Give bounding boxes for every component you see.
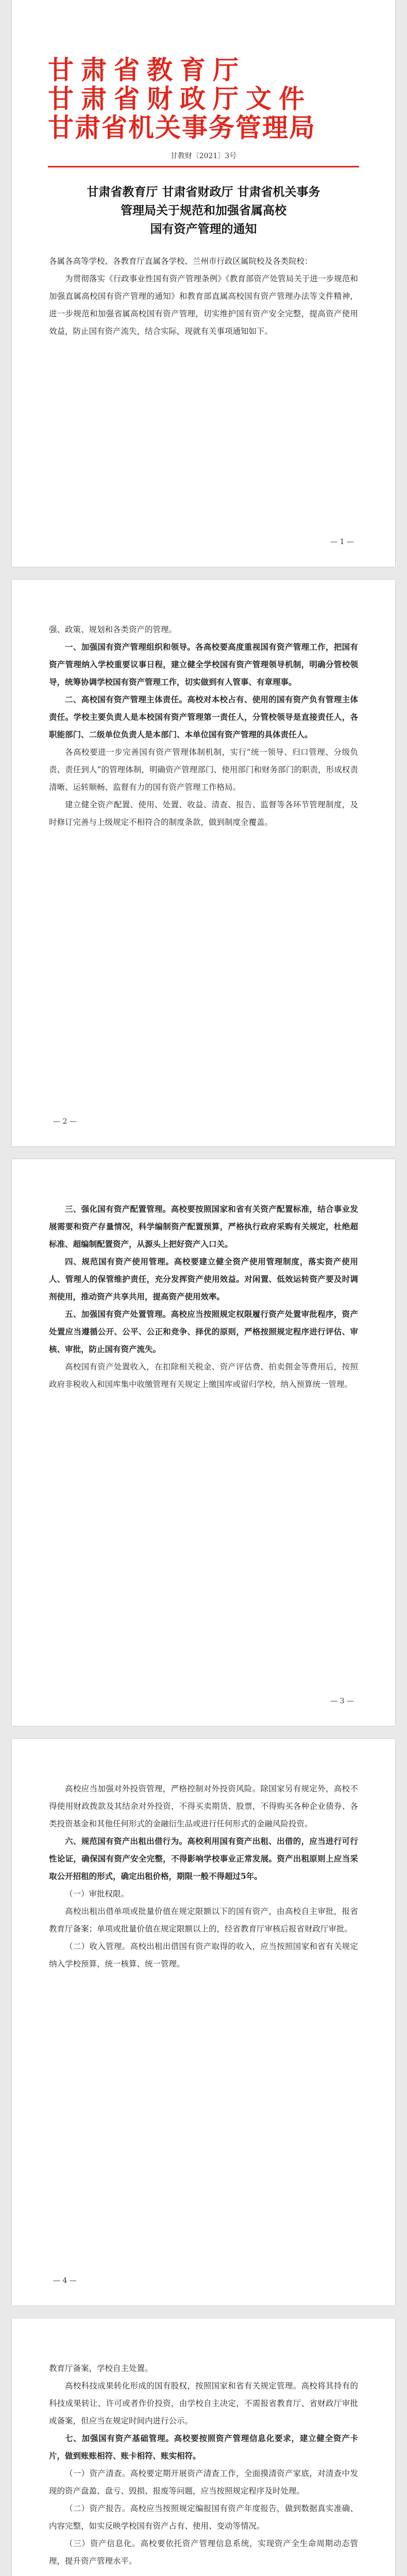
document-title bbox=[58, 183, 349, 239]
body-paragraph: （三）资产信息化。高校要依托资产管理信息系统，实现资产全生命周期动态管理，提升资产管理水平。 bbox=[49, 2539, 358, 2566]
body-paragraph: 建立健全资产配置、使用、处置、收益、清查、报告、监督等各环节管理制度，及时修订完善与上级规定不相符合的制度条款，做到制度全覆盖。 bbox=[49, 800, 358, 827]
document-page-4 bbox=[12, 1739, 395, 2306]
page-body bbox=[49, 621, 358, 831]
document-page-5 bbox=[12, 2318, 395, 2576]
red-divider bbox=[48, 166, 359, 167]
title-line-2: 管理局关于规范和加强省属高校 bbox=[121, 204, 286, 217]
document-number: 甘教财〔2021〕3号 bbox=[170, 152, 237, 160]
page-number: — 4 — bbox=[53, 2277, 77, 2285]
document-page-2 bbox=[12, 580, 395, 1146]
page-number: — 3 — bbox=[330, 1697, 354, 1705]
body-paragraph: 高校出租出借单项或批量价值在规定限额以下的国有资产，由高校自主审批，报省教育厅备案；单项或批量价值在规定限额以上的，经省教育厅审核后报省财政厅审批。 bbox=[49, 1907, 358, 1934]
section-heading-paragraph: 三、强化国有资产配置管理。高校要按照国家和省有关资产配置标准，结合事业发展需要和资产存量情况，科学编制资产配置预算，严格执行政府采购有关规定，杜绝超标准、超编制配置资产，从源头上把好资产入口关。 bbox=[49, 1204, 358, 1249]
body-paragraph: 高校科技成果转化形成的国有股权，按照国家和省有关规定管理。高校将其持有的科技成果转让、许可或者作价投资，由学校自主决定，不需报省教育厅、省财政厅审批或备案，但应当在规定时间内进行公示。 bbox=[49, 2381, 358, 2426]
page-body bbox=[49, 1200, 358, 1393]
body-paragraph: （二）资产报告。高校应当按照规定编报国有资产年度报告，做到数据真实准确、内容完整，如实反映学校国有资产占有、使用、变动等情况。 bbox=[49, 2504, 358, 2531]
document-page-1 bbox=[12, 0, 395, 567]
section-heading-paragraph: 七、加强国有资产基础管理。高校要按照资产管理信息化要求，建立健全资产卡片，做到账账相符、账卡相符、账实相符。 bbox=[49, 2433, 358, 2461]
body-paragraph: （一）审批权限。 bbox=[65, 1889, 129, 1899]
section-heading-paragraph: 四、规范国有资产使用管理。高校要建立健全资产使用管理制度，落实资产使用人、管理人的保管维护责任，充分发挥资产使用效益。对闲置、低效运转资产要及时调剂使用，推动资产共享共用，提高资产使用效率。 bbox=[49, 1257, 358, 1301]
letterhead-line-3: 甘肃省机关事务管理局 bbox=[48, 112, 316, 143]
body-paragraph: 强、政策、规划和各类资产的管理。 bbox=[49, 625, 177, 634]
page-body bbox=[49, 2360, 358, 2570]
letterhead bbox=[48, 56, 316, 142]
body-paragraph: 为贯彻落实《行政事业性国有资产管理条例》《教育部资产处管局关于进一步规范和加强直属高校国有资产管理的通知》和教育部直属高校国有资产管理办法等文件精神，进一步规范和加强省属高校国有资产管理，切实维护国有资产安全完整，提高资产使用效益，防止国有资产流失，结合实际，现就有关事项通知如下。 bbox=[49, 274, 358, 336]
section-heading-paragraph: 五、加强国有资产处置管理。高校应当按照规定权限履行资产处置审批程序，资产处置应当遵循公开、公平、公正和竞争、择优的原则，严格按照规定程序进行评估、审核、审批，防止国有资产流失。 bbox=[49, 1309, 358, 1354]
title-line-3: 国有资产管理的通知 bbox=[150, 222, 257, 236]
page-number: — 1 — bbox=[330, 538, 354, 546]
page-number: — 2 — bbox=[53, 1117, 77, 1126]
letterhead-line-1: 甘肃省教育厅 bbox=[48, 55, 246, 85]
section-heading-paragraph: 二、高校国有资产管理主体责任。高校对本校占有、使用的国有资产负有管理主体责任。学校主要负责人是本校国有资产管理第一责任人，分管校领导是直接责任人，各职能部门、二级单位负责人是本部门、本单位国有资产管理的具体责任人。 bbox=[49, 694, 358, 739]
body-paragraph: 高校国有资产处置收入，在扣除相关税金、资产评估费、拍卖佣金等费用后，按照政府非税收入和国库集中收缴管理有关规定上缴国库或留归学校，纳入预算统一管理。 bbox=[49, 1362, 358, 1389]
document-page-3 bbox=[12, 1159, 395, 1726]
letterhead-line-2: 甘肃省财政厅文件 bbox=[48, 83, 312, 114]
body-paragraph: 各属各高等学校、各教育厅直属各学校、兰州市行政区属院校及各类院校： bbox=[49, 257, 313, 266]
body-paragraph: 各高校要进一步完善国有资产管理体制机制，实行“统一领导、归口管理、分级负责、责任到人”的管理体制，明确资产管理部门、使用部门和财务部门的职责，形成权责清晰、运转顺畅、监督有力的国有资产管理工作格局。 bbox=[49, 748, 358, 792]
page-body bbox=[49, 252, 358, 340]
body-paragraph: 高校应当加强对外投资管理，严格控制对外投资风险。除国家另有规定外，高校不得使用财政拨款及其结余对外投资，不得买卖期货、股票，不得购买各种企业债券、各类投资基金和其他任何形式的金融衍生品或进行任何形式的金融风险投资。 bbox=[49, 1784, 358, 1828]
section-heading-paragraph: 六、规范国有资产出租出借行为。高校利用国有资产出租、出借的，应当进行可行性论证，确保国有资产安全完整，不得影响学校事业正常发展。资产出租原则上应当采取公开招租的形式，确定出租价格，期限一般不得超过5年。 bbox=[49, 1836, 358, 1881]
body-paragraph: （二）收入管理。高校出租出借国有资产取得的收入，应当按照国家和省有关规定纳入学校预算，统一核算、统一管理。 bbox=[49, 1942, 358, 1969]
body-paragraph: 教育厅备案，学校自主处置。 bbox=[49, 2364, 153, 2373]
body-paragraph: （一）资产清查。高校要定期开展资产清查工作，全面摸清资产家底，对清查中发现的资产盘盈、盘亏、毁损、报废等问题，应当按照规定程序及时处理。 bbox=[49, 2469, 358, 2496]
page-body bbox=[49, 1780, 358, 1973]
section-heading-paragraph: 一、加强国有资产管理组织和领导。各高校要高度重视国有资产管理工作，把国有资产管理纳入学校重要议事日程，建立健全学校国有资产管理领导机制，明确分管校领导，统筹协调学校国有资产管理工作，切实做到有人管事、有章理事。 bbox=[49, 642, 358, 687]
title-line-1: 甘肃省教育厅 甘肃省财政厅 甘肃省机关事务 bbox=[87, 185, 320, 199]
